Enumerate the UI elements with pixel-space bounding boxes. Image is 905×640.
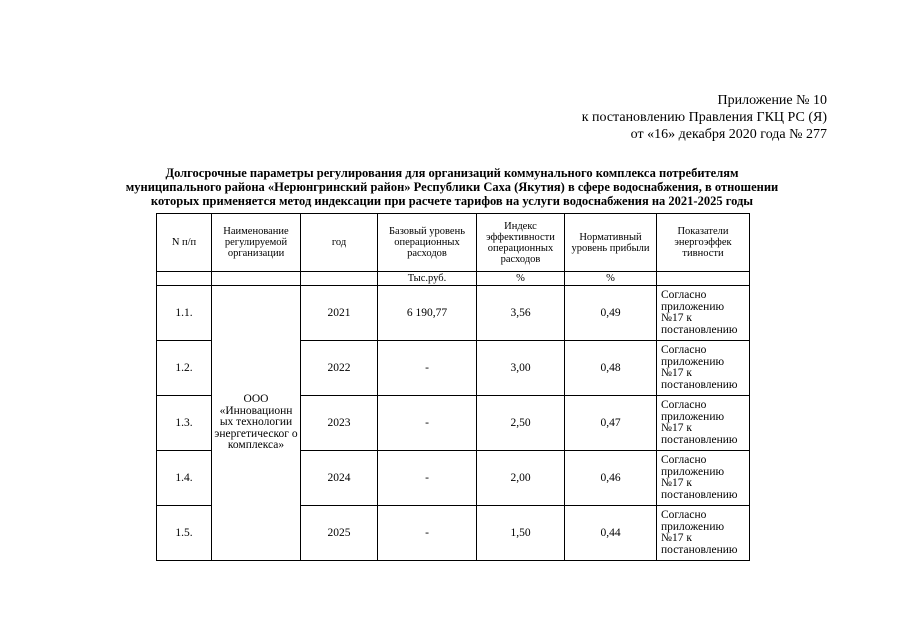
header-org: Наименование регулируемой организации [212, 214, 301, 272]
header-year: год [301, 214, 378, 272]
header-efficiency-index: Индекс эффективности операционных расходов [477, 214, 565, 272]
title-line-2: муниципального района «Нерюнгринский район» Республики Саха (Якутия) в сфере водоснабжения, в отношении [125, 180, 779, 194]
appendix-number: Приложение № 10 [717, 93, 827, 108]
row-index: 1,50 [477, 506, 565, 561]
header-num: N п/п [157, 214, 212, 272]
row-year: 2023 [301, 396, 378, 451]
document-title [60, 166, 844, 208]
row-year: 2024 [301, 451, 378, 506]
row-profit: 0,47 [565, 396, 657, 451]
appendix-resolution: к постановлению Правления ГКЦ РС (Я) [581, 110, 827, 125]
org-name: ООО «Инновационн ых технологии энергетическог о комплекса» [212, 286, 301, 561]
row-note: Согласно приложению №17 к постановлению [657, 451, 750, 506]
row-base: - [378, 451, 477, 506]
row-index: 3,00 [477, 341, 565, 396]
unit-num [157, 272, 212, 286]
row-num: 1.3. [157, 396, 212, 451]
row-index: 2,50 [477, 396, 565, 451]
title-line-3: которых применяется метод индексации при расчете тарифов на услуги водоснабжения на 2021-2025 годы [150, 194, 754, 208]
unit-org [212, 272, 301, 286]
unit-year [301, 272, 378, 286]
title-line-1: Долгосрочные параметры регулирования для организаций коммунального комплекса потребителям [165, 166, 739, 180]
unit-index: % [477, 272, 565, 286]
row-year: 2022 [301, 341, 378, 396]
header-base-opex: Базовый уровень операционных расходов [378, 214, 477, 272]
appendix-header [582, 92, 827, 143]
parameters-table [156, 213, 750, 561]
row-profit: 0,46 [565, 451, 657, 506]
row-num: 1.5. [157, 506, 212, 561]
row-base: - [378, 506, 477, 561]
row-year: 2025 [301, 506, 378, 561]
row-base: - [378, 341, 477, 396]
row-base: 6 190,77 [378, 286, 477, 341]
row-note: Согласно приложению №17 к постановлению [657, 396, 750, 451]
units-row [157, 272, 750, 286]
row-profit: 0,49 [565, 286, 657, 341]
unit-profit: % [565, 272, 657, 286]
row-note: Согласно приложению №17 к постановлению [657, 341, 750, 396]
row-base: - [378, 396, 477, 451]
row-index: 2,00 [477, 451, 565, 506]
row-num: 1.1. [157, 286, 212, 341]
row-note: Согласно приложению №17 к постановлению [657, 506, 750, 561]
row-profit: 0,48 [565, 341, 657, 396]
table-row [157, 286, 750, 341]
header-row [157, 214, 750, 272]
row-num: 1.4. [157, 451, 212, 506]
unit-base: Тыс.руб. [378, 272, 477, 286]
row-note: Согласно приложению №17 к постановлению [657, 286, 750, 341]
row-num: 1.2. [157, 341, 212, 396]
header-energy-efficiency: Показатели энергоэффек тивности [657, 214, 750, 272]
row-index: 3,56 [477, 286, 565, 341]
unit-energy [657, 272, 750, 286]
row-profit: 0,44 [565, 506, 657, 561]
row-year: 2021 [301, 286, 378, 341]
appendix-date: от «16» декабря 2020 года № 277 [630, 127, 827, 142]
header-profit-level: Нормативный уровень прибыли [565, 214, 657, 272]
